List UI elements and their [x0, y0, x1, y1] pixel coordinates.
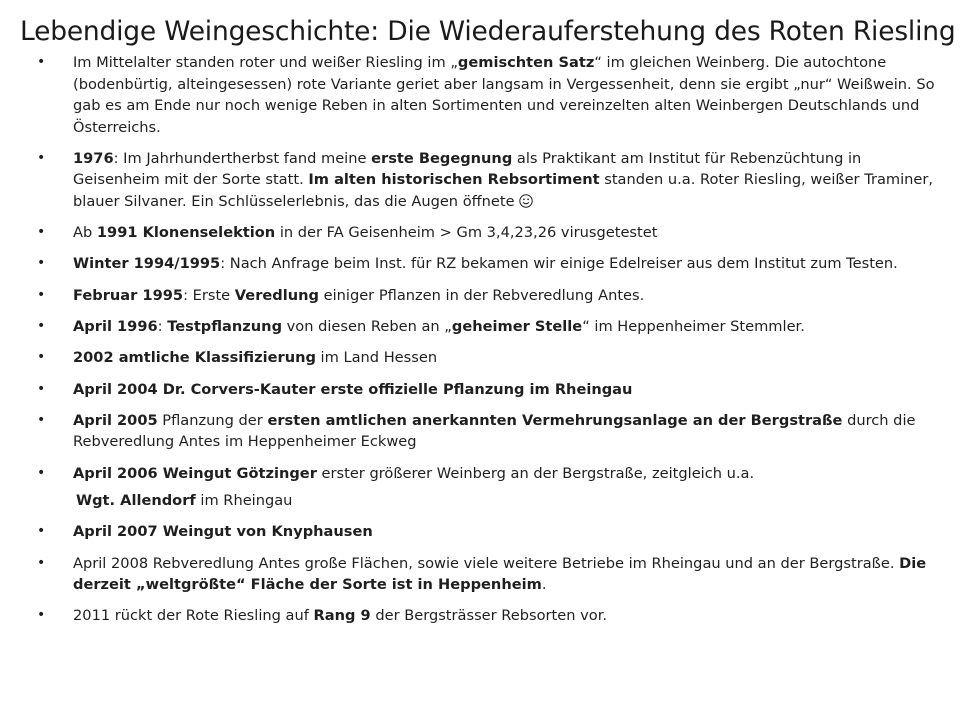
bullet-dot: • [37, 523, 46, 540]
slide-title: Lebendige Weingeschichte: Die Wiederauferstehung des Roten Riesling [20, 16, 956, 47]
bullet-text: von diesen Reben an „ [282, 317, 452, 335]
bullet-text-bold: Die derzeit „weltgrößte“ Fläche der Sorte ist in Heppenheim [73, 554, 927, 594]
bullet-text-bold: Winter 1994/1995 [73, 255, 221, 273]
bullet-dot: • [37, 317, 46, 334]
bullet-text-bold: geheimer Stelle [451, 317, 583, 335]
bullet-item [20, 605, 942, 627]
bullet-item [20, 222, 942, 244]
bullet-dot: • [37, 149, 46, 166]
bullet-dot: • [37, 464, 46, 481]
bullet-text-bold: 2002 amtliche Klassifizierung [73, 349, 316, 367]
bullet-text-bold: 1991 Klonenselektion [96, 224, 276, 242]
bullet-dot: • [37, 255, 46, 272]
bullet-text-bold: 1976 [73, 149, 114, 167]
bullet-item [20, 148, 942, 213]
bullet-text-bold: Testpflanzung [167, 317, 283, 335]
bullet-text-bold: ersten amtlichen anerkannten Vermehrungsanlage an der Bergstraße [267, 411, 843, 429]
bullet-text-bold: April 1996 [73, 317, 158, 335]
bullet-text-bold: April 2005 [73, 411, 158, 429]
bullet-text: Ab [73, 224, 97, 242]
bullet-text: im Rheingau [195, 491, 293, 509]
bullet-item [20, 463, 942, 485]
bullet-text-bold: April 2004 Dr. Corvers-Kauter erste offizielle Pflanzung im Rheingau [73, 380, 633, 398]
bullet-item [20, 253, 942, 275]
bullet-text-bold: Rang 9 [313, 607, 371, 625]
bullet-text: : Im Jahrhundertherbst fand meine [113, 149, 372, 167]
bullet-text: “ im Heppenheimer Stemmler. [582, 317, 805, 335]
bullet-text: als Praktikant am Institut für Rebenzüchtung in Geisenheim mit der Sorte statt. [73, 149, 862, 189]
bullet-dot: • [37, 54, 46, 70]
bullet-dot: • [37, 607, 46, 624]
bullet-text-bold: erste Begegnung [371, 149, 513, 167]
bullet-item [20, 410, 942, 453]
bullet-text: . [541, 576, 547, 594]
bullet-text: durch die Rebveredlung Antes im Heppenheimer Eckweg [73, 411, 916, 451]
bullet-text-bold: April 2007 Weingut von Knyphausen [73, 523, 373, 541]
bullet-text: : [157, 317, 168, 335]
bullet-dot: • [37, 224, 46, 241]
bullet-text: : Nach Anfrage beim Inst. für RZ bekamen wir einige Edelreiser aus dem Institut zum Testen. [220, 255, 898, 273]
bullet-dot: • [37, 286, 46, 303]
bullet-text: einiger Pflanzen in der Rebveredlung Antes. [318, 286, 645, 304]
bullet-item [20, 316, 942, 338]
bullet-text-bold: gemischten Satz [457, 54, 595, 71]
bullet-text-bold: Februar 1995 [73, 286, 184, 304]
bullet-text: Pflanzung der [157, 411, 268, 429]
bullet-item [20, 347, 942, 369]
bullet-text: erster größerer Weinberg an der Bergstraße, zeitgleich u.a. [316, 464, 755, 482]
bullet-text-bold: April 2006 Weingut Götzinger [73, 464, 317, 482]
bullet-text: 2011 rückt der Rote Riesling auf [73, 607, 314, 625]
bullet-text-bold: Veredlung [234, 286, 319, 304]
bullet-text: “ im gleichen Weinberg. Die autochtone (bodenbürtig, alteingesessen) rote Variante geriet aber langsam in Vergessenheit, denn sie ergibt „nur“ Weißwein. So gab es am Ende nur noch wenige Reben in alten Sortimenten und vereinzelten alten Weinbergen Deutschlands und Österreichs. [73, 54, 935, 136]
bullet-item [20, 285, 942, 307]
bullet-text: im Land Hessen [315, 349, 438, 367]
bullet-dot: • [37, 380, 46, 397]
bullet-dot: • [37, 349, 46, 366]
bullet-item [20, 521, 942, 543]
bullet-dot: • [37, 411, 46, 428]
bullet-text-bold: Wgt. Allendorf [76, 491, 196, 509]
bullet-text: : Erste [183, 286, 235, 304]
bullet-text-bold: Im alten historischen Rebsortiment [308, 171, 600, 189]
smiley-icon [519, 194, 533, 208]
bullet-text: April 2008 Rebveredlung Antes große Flächen, sowie viele weitere Betriebe im Rheingau und an der Bergstraße. [73, 554, 900, 572]
bullet-text: in der FA Geisenheim > Gm 3,4,23,26 virusgetestet [275, 224, 658, 242]
bullet-item [20, 490, 942, 512]
bullet-item [20, 379, 942, 401]
bullet-text: Im Mittelalter standen roter und weißer Riesling im „ [73, 54, 458, 71]
bullet-text: standen u.a. Roter Riesling, weißer Traminer, blauer Silvaner. Ein Schlüsselerlebnis, das die Augen öffnete [73, 171, 934, 210]
bullet-list [20, 52, 942, 627]
bullet-text: der Bergsträsser Rebsorten vor. [370, 607, 608, 625]
bullet-dot: • [37, 554, 46, 571]
bullet-item [20, 553, 942, 596]
bullet-item [20, 52, 942, 138]
